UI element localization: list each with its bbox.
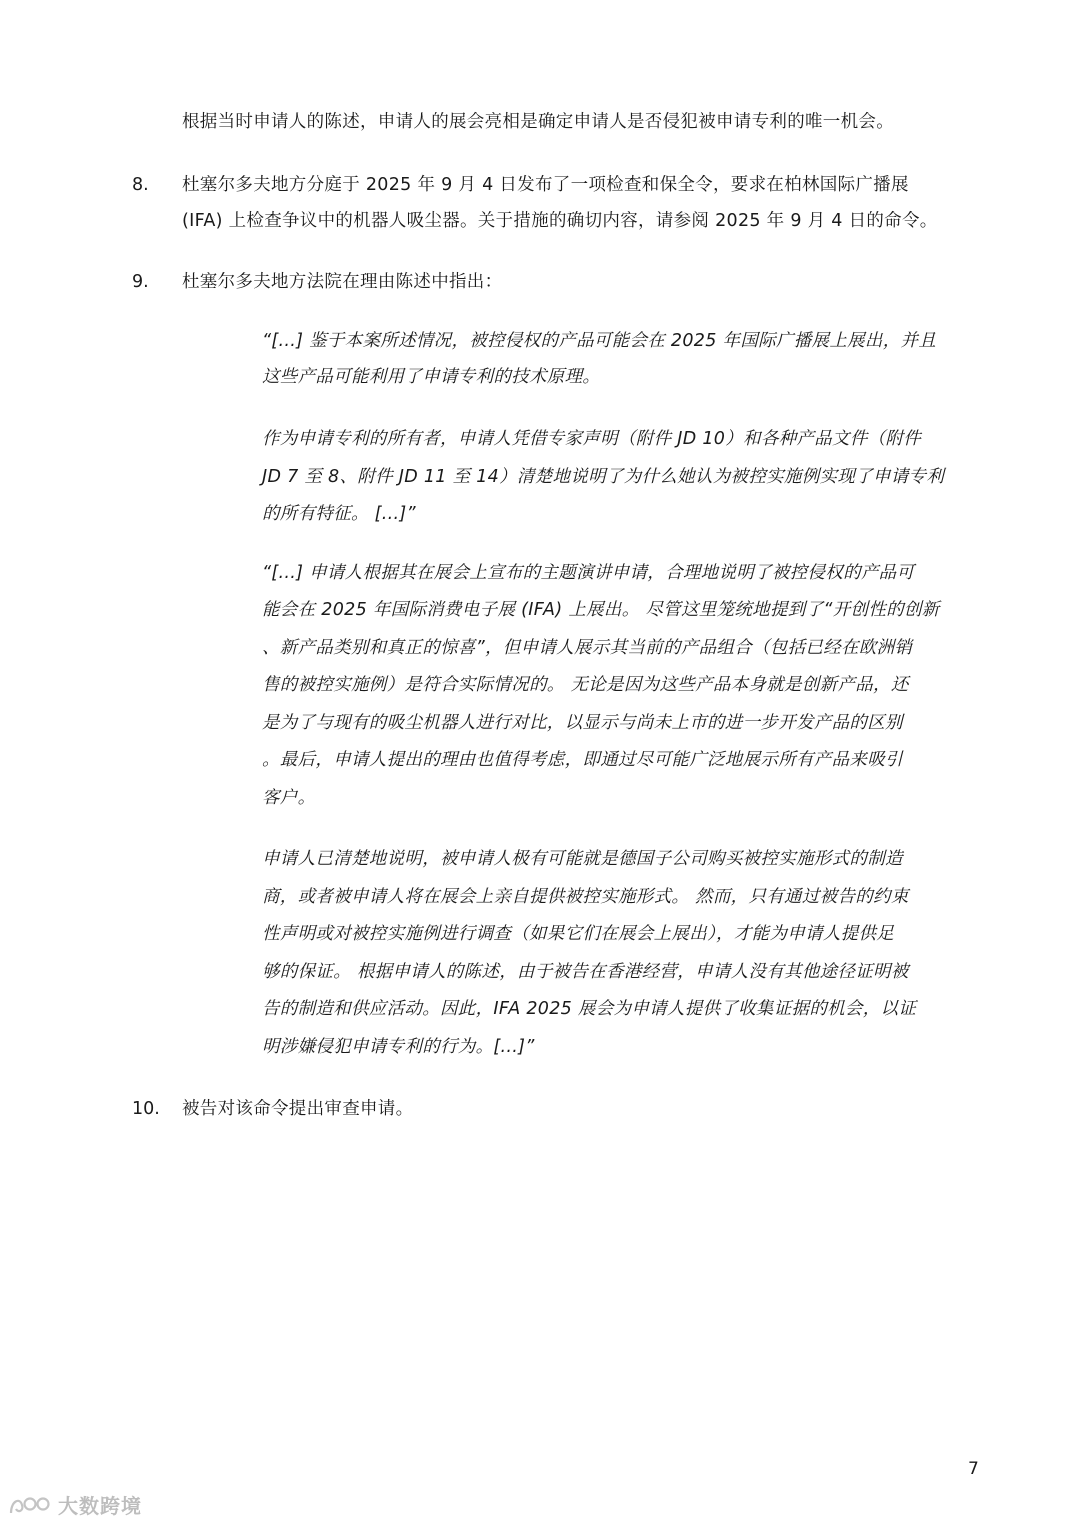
- paragraph-8-line-1: 杜塞尔多夫地方分庭于 2025 年 9 月 4 日发布了一项检查和保全令，要求在柏林国际广播展: [182, 175, 909, 195]
- quote-3-line-2: 能会在 2025 年国际消费电子展 (IFA) 上展出。 尽管这里笼统地提到了“开创性的创新: [262, 600, 940, 620]
- paragraph-9-line-1: 杜塞尔多夫地方法院在理由陈述中指出：: [182, 272, 503, 292]
- quote-3-line-1: “[...] 申请人根据其在展会上宣布的主题演讲申请，合理地说明了被控侵权的产品可: [262, 563, 915, 583]
- quote-3-line-7: 客户。: [262, 788, 316, 808]
- quote-1-line-2: 这些产品可能利用了申请专利的技术原理。: [262, 367, 601, 387]
- quote-3-line-3: 、新产品类别和真正的惊喜”，但申请人展示其当前的产品组合（包括已经在欧洲销: [262, 638, 913, 658]
- quote-3-line-6: 。最后，申请人提出的理由也值得考虑，即通过尽可能广泛地展示所有产品来吸引: [262, 750, 903, 770]
- paragraph-10-line-1: 被告对该命令提出审查申请。: [182, 1099, 414, 1119]
- quote-2-line-2: JD 7 至 8、附件 JD 11 至 14）清楚地说明了为什么她认为被控实施例实现了申请专利: [262, 467, 945, 487]
- quote-4-line-4: 够的保证。 根据申请人的陈述，由于被告在香港经营，申请人没有其他途径证明被: [262, 962, 909, 982]
- quote-1-line-1: “[...] 鉴于本案所述情况，被控侵权的产品可能会在 2025 年国际广播展上展出，并且: [262, 331, 937, 351]
- quote-4-line-3: 性声明或对被控实施例进行调查（如果它们在展会上展出），才能为申请人提供足: [262, 924, 895, 944]
- intro-line: 根据当时申请人的陈述，申请人的展会亮相是确定申请人是否侵犯被申请专利的唯一机会。: [182, 112, 894, 132]
- quote-4-line-5: 告的制造和供应活动。因此，IFA 2025 展会为申请人提供了收集证据的机会，以证: [262, 999, 917, 1019]
- paragraph-9-number: 9.: [132, 272, 149, 292]
- paragraph-10-number: 10.: [132, 1099, 160, 1119]
- quote-4-line-1: 申请人已清楚地说明，被申请人极有可能就是德国子公司购买被控实施形式的制造: [262, 849, 903, 869]
- paragraph-8-number: 8.: [132, 175, 149, 195]
- quote-3-line-4: 售的被控实施例）是符合实际情况的。 无论是因为这些产品本身就是创新产品，还: [262, 675, 909, 695]
- quote-2-line-1: 作为申请专利的所有者，申请人凭借专家声明（附件 JD 10）和各种产品文件（附件: [262, 429, 922, 449]
- watermark-logo-icon: [8, 1493, 54, 1517]
- quote-4-line-2: 商，或者被申请人将在展会上亲自提供被控实施形式。 然而，只有通过被告的约束: [262, 887, 909, 907]
- quote-2-line-3: 的所有特征。 [...]”: [262, 504, 416, 524]
- paragraph-8-line-2: (IFA) 上检查争议中的机器人吸尘器。关于措施的确切内容，请参阅 2025 年 9 月 4 日的命令。: [182, 211, 938, 231]
- page-number: 7: [968, 1459, 979, 1479]
- watermark: [8, 1490, 142, 1519]
- quote-3-line-5: 是为了与现有的吸尘机器人进行对比，以显示与尚未上市的进一步开发产品的区别: [262, 713, 903, 733]
- quote-4-line-6: 明涉嫌侵犯申请专利的行为。[...]”: [262, 1037, 535, 1057]
- watermark-text: 大数跨境: [58, 1494, 142, 1518]
